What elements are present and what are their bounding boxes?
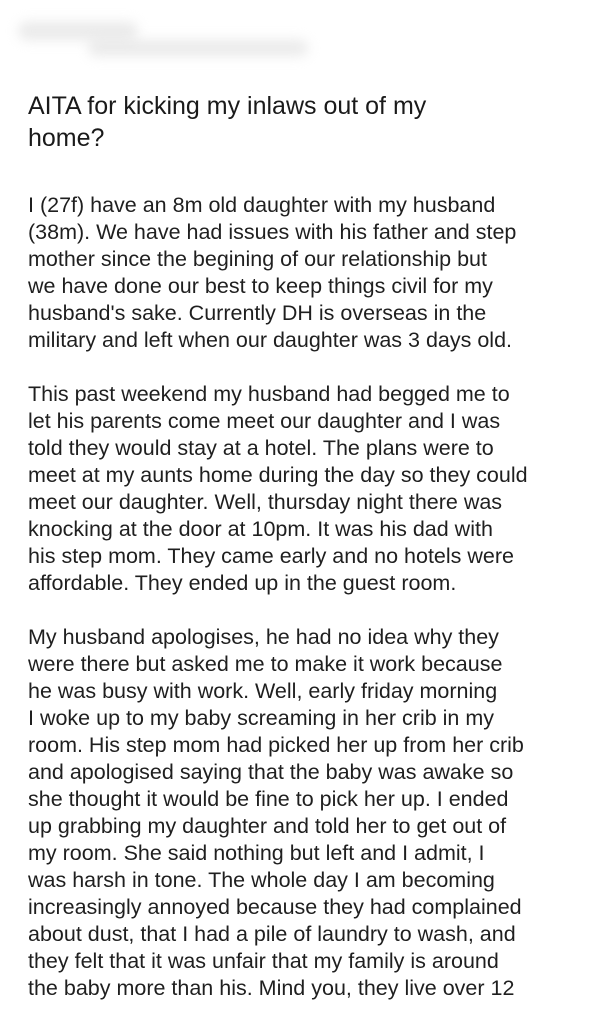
body-line: knocking at the door at 10pm. It was his dad with: [28, 517, 493, 541]
body-line: and apologised saying that the baby was awake so: [28, 760, 514, 784]
body-line: we have done our best to keep things civil for my: [28, 274, 493, 298]
body-line: were there but asked me to make it work because: [28, 652, 503, 676]
blurred-post-header: [18, 14, 318, 64]
body-line: was harsh in tone. The whole day I am becoming: [28, 868, 495, 892]
body-line: told they would stay at a hotel. The plans were to: [28, 436, 494, 460]
paragraph-2: [28, 381, 600, 597]
post-body: [28, 192, 600, 1002]
body-line: meet at my aunts home during the day so they could: [28, 463, 528, 487]
body-line: I woke up to my baby screaming in her crib in my: [28, 706, 495, 730]
body-line: about dust, that I had a pile of laundry to wash, and: [28, 922, 516, 946]
body-line: increasingly annoyed because they had complained: [28, 895, 522, 919]
body-line: affordable. They ended up in the guest room.: [28, 571, 457, 595]
body-line: meet our daughter. Well, thursday night there was: [28, 490, 503, 514]
post-title: [28, 90, 588, 154]
title-line: AITA for kicking my inlaws out of my: [28, 92, 427, 120]
body-line: my room. She said nothing but left and I admit, I: [28, 841, 485, 865]
title-line: home?: [28, 124, 105, 152]
body-line: My husband apologises, he had no idea why they: [28, 625, 499, 649]
body-line: she thought it would be fine to pick her up. I ended: [28, 787, 509, 811]
body-line: I (27f) have an 8m old daughter with my husband: [28, 193, 496, 217]
paragraph-3: [28, 624, 600, 1002]
body-line: up grabbing my daughter and told her to get out of: [28, 814, 507, 838]
body-line: (38m). We have had issues with his father and step: [28, 220, 517, 244]
body-line: he was busy with work. Well, early friday morning: [28, 679, 498, 703]
body-line: husband's sake. Currently DH is overseas in the: [28, 301, 487, 325]
body-line: room. His step mom had picked her up from her crib: [28, 733, 524, 757]
body-line: they felt that it was unfair that my family is around: [28, 949, 499, 973]
body-line: the baby more than his. Mind you, they live over 12: [28, 976, 515, 1000]
paragraph-gap: [28, 354, 600, 381]
paragraph-1: [28, 192, 600, 354]
body-line: military and left when our daughter was 3 days old.: [28, 328, 513, 352]
paragraph-gap: [28, 597, 600, 624]
body-line: his step mom. They came early and no hotels were: [28, 544, 514, 568]
body-line: mother since the begining of our relationship but: [28, 247, 487, 271]
body-line: This past weekend my husband had begged me to: [28, 382, 510, 406]
body-line: let his parents come meet our daughter and I was: [28, 409, 501, 433]
